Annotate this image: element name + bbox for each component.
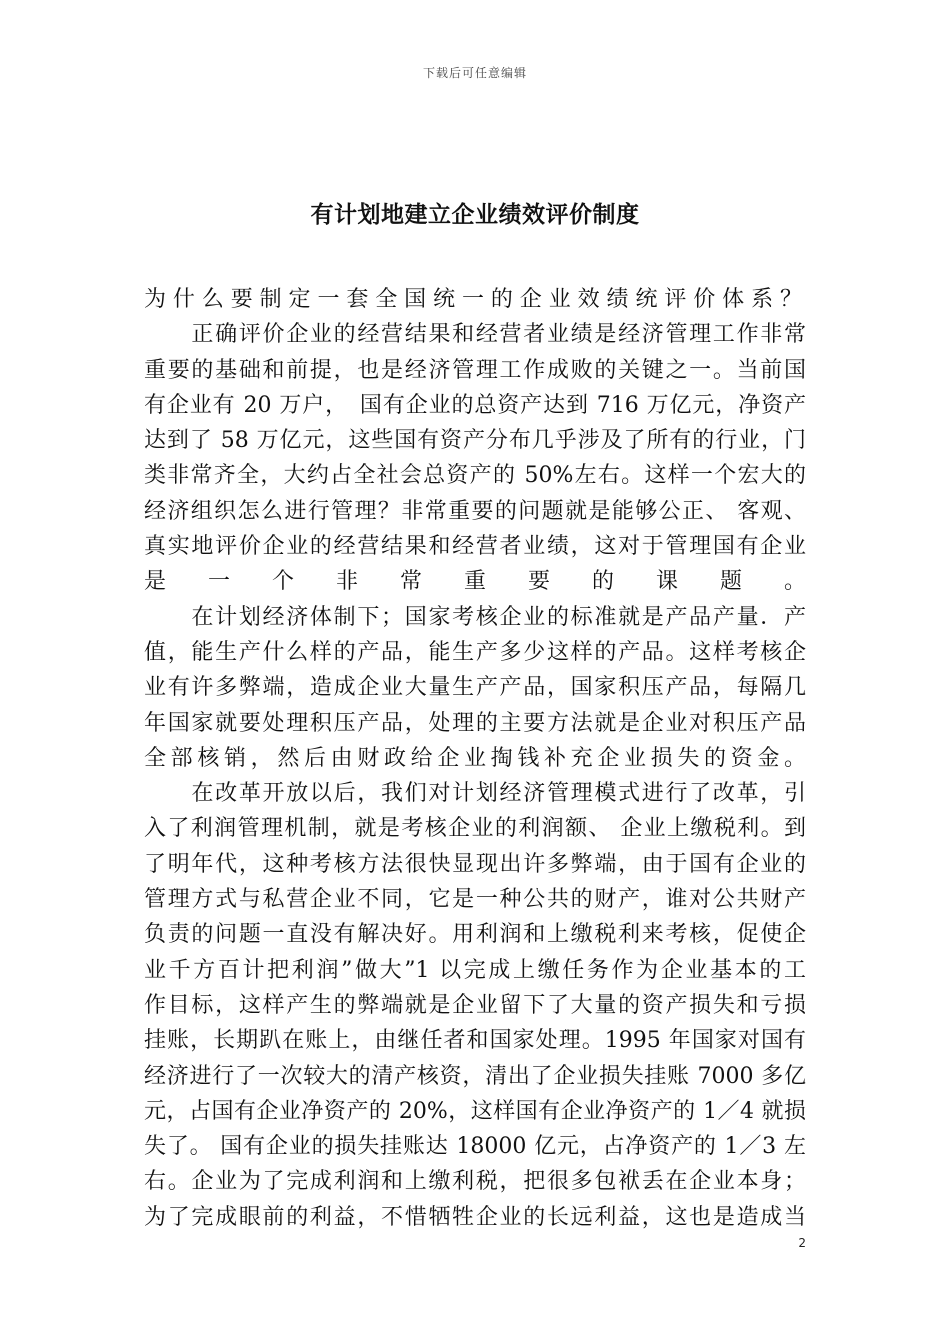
document-body bbox=[144, 282, 806, 1235]
body-line: 为了完成眼前的利益，不惜牺牲企业的长远利益，这也是造成当 bbox=[144, 1204, 806, 1230]
body-line: 挂账，长期趴在账上，由继任者和国家处理。1995 年国家对国有 bbox=[144, 1028, 806, 1054]
body-line: 达到了 58 万亿元，这些国有资产分布几乎涉及了所有的行业，门 bbox=[144, 428, 806, 454]
body-line: 真实地评价企业的经营结果和经营者业绩，这对于管理国有企业 bbox=[144, 534, 806, 560]
body-line: 经济组织怎么进行管理？非常重要的问题就是能够公正、 客观、 bbox=[144, 498, 806, 524]
body-line: 全部核销，然后由财政给企业掏钱补充企业损失的资金。 bbox=[144, 745, 806, 771]
body-line: 经济进行了一次较大的清产核资，清出了企业损失挂账 7000 多亿 bbox=[144, 1063, 806, 1089]
body-line: 年国家就要处理积压产品，处理的主要方法就是企业对积压产品 bbox=[144, 710, 806, 736]
page-header-note: 下载后可任意编辑 bbox=[422, 66, 527, 80]
body-line: 作目标，这样产生的弊端就是企业留下了大量的资产损失和亏损 bbox=[144, 992, 806, 1018]
body-line: 类非常齐全，大约占全社会总资产的 50%左右。这样一个宏大的 bbox=[144, 463, 806, 489]
body-line: 重要的基础和前提，也是经济管理工作成败的关键之一。当前国 bbox=[144, 357, 806, 383]
body-line: 元，占国有企业净资产的 20%，这样国有企业净资产的 1／4 就损 bbox=[144, 1098, 806, 1124]
body-line-spread: 是一个非常重要的课题。 bbox=[144, 569, 806, 595]
body-line: 右。企业为了完成利润和上缴利税，把很多包袱丢在企业本身； bbox=[144, 1169, 806, 1195]
document-title: 有计划地建立企业绩效评价制度 bbox=[310, 202, 640, 228]
body-line: 入了利润管理机制，就是考核企业的利润额、 企业上缴税利。到 bbox=[144, 816, 806, 842]
body-line: 在计划经济体制下；国家考核企业的标准就是产品产量．产 bbox=[144, 604, 806, 630]
body-line: 失了。 国有企业的损失挂账达 18000 亿元，占净资产的 1／3 左 bbox=[144, 1134, 806, 1160]
body-line: 在改革开放以后，我们对计划经济管理模式进行了改革，引 bbox=[144, 781, 806, 807]
body-line: 了明年代，这种考核方法很快显现出许多弊端，由于国有企业的 bbox=[144, 851, 806, 877]
body-line: 业有许多弊端，造成企业大量生产产品，国家积压产品，每隔几 bbox=[144, 675, 806, 701]
body-line: 业千方百计把利润”做大”1 以完成上缴任务作为企业基本的工 bbox=[144, 957, 806, 983]
body-line: 有企业有 20 万户， 国有企业的总资产达到 716 万亿元，净资产 bbox=[144, 392, 806, 418]
body-line: 值，能生产什么样的产品，能生产多少这样的产品。这样考核企 bbox=[144, 639, 806, 665]
body-line: 负责的问题一直没有解决好。用利润和上缴税利来考核，促使企 bbox=[144, 922, 806, 948]
body-line: 正确评价企业的经营结果和经营者业绩是经济管理工作非常 bbox=[144, 322, 806, 348]
page-number: 2 bbox=[798, 1236, 806, 1250]
body-line: 管理方式与私营企业不同，它是一种公共的财产，谁对公共财产 bbox=[144, 887, 806, 913]
body-line-question: 为什么要制定一套全国统一的企业效绩统评价体系？ bbox=[144, 287, 806, 312]
